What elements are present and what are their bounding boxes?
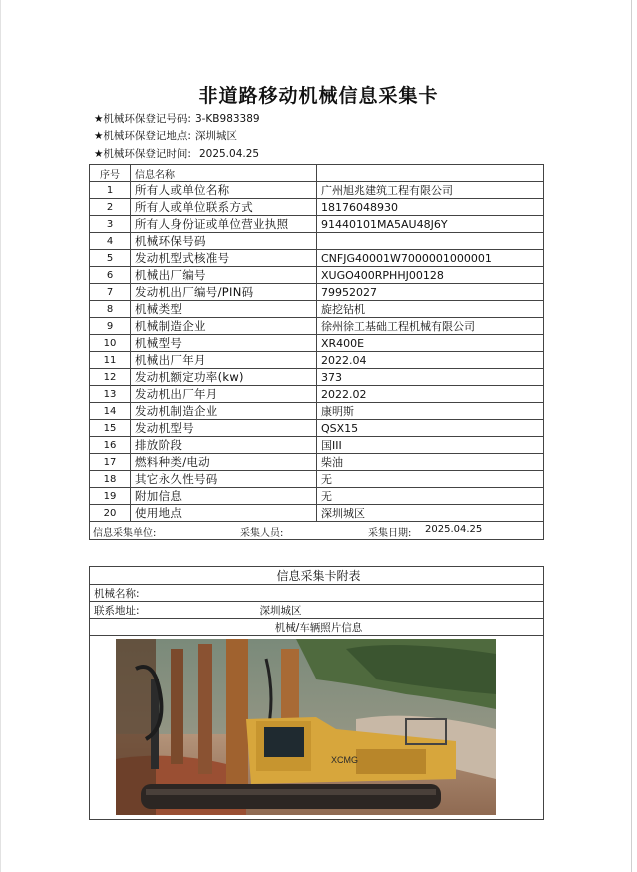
row-value: 2022.04 — [317, 352, 544, 369]
row-index: 9 — [90, 318, 131, 335]
svg-text:XCMG: XCMG — [331, 755, 358, 765]
row-label: 其它永久性号码 — [131, 471, 317, 488]
table-row — [90, 233, 544, 250]
row-index: 6 — [90, 267, 131, 284]
meta-label: ★机械环保登记地点: — [94, 130, 191, 142]
footer-date-value: 2025.04.25 — [425, 524, 483, 535]
address-label: 联系地址: — [94, 604, 140, 617]
photo-caption: 机械/车辆照片信息 — [90, 619, 544, 636]
table-row — [90, 505, 544, 522]
row-index: 20 — [90, 505, 131, 522]
row-index: 11 — [90, 352, 131, 369]
row-label: 燃料种类/电动 — [131, 454, 317, 471]
row-value: 无 — [317, 471, 544, 488]
meta-label: ★机械环保登记号码: — [94, 113, 191, 125]
table-row — [90, 488, 544, 505]
table-row — [90, 182, 544, 199]
table-row — [90, 369, 544, 386]
meta-value: 3-KB983389 — [194, 113, 260, 125]
footer-date-label: 采集日期: — [368, 528, 412, 539]
table-row — [90, 301, 544, 318]
header-index: 序号 — [90, 165, 131, 182]
row-index: 12 — [90, 369, 131, 386]
meta-label: ★机械环保登记时间: — [94, 148, 191, 160]
row-index: 2 — [90, 199, 131, 216]
table-row — [90, 471, 544, 488]
header-value — [317, 165, 544, 182]
row-value: 91440101MA5AU48J6Y — [317, 216, 544, 233]
row-label: 机械制造企业 — [131, 318, 317, 335]
row-label: 使用地点 — [131, 505, 317, 522]
row-value: 旋挖钻机 — [317, 301, 544, 318]
row-value: XR400E — [317, 335, 544, 352]
row-label: 附加信息 — [131, 488, 317, 505]
row-label: 发动机制造企业 — [131, 403, 317, 420]
meta-value: 深圳城区 — [194, 130, 237, 142]
meta-registration-number — [94, 111, 260, 126]
footer-collector-label: 采集人员: — [240, 528, 284, 539]
table-row — [90, 335, 544, 352]
row-index: 4 — [90, 233, 131, 250]
table-row — [90, 454, 544, 471]
row-index: 7 — [90, 284, 131, 301]
table-row — [90, 250, 544, 267]
table-row — [90, 267, 544, 284]
row-value: 康明斯 — [317, 403, 544, 420]
meta-registration-place — [94, 128, 237, 143]
row-index: 17 — [90, 454, 131, 471]
meta-value: 2025.04.25 — [198, 148, 260, 160]
row-label: 机械型号 — [131, 335, 317, 352]
row-label: 发动机出厂编号/PIN码 — [131, 284, 317, 301]
page-edge-right — [631, 0, 632, 872]
row-value: 柴油 — [317, 454, 544, 471]
row-label: 机械出厂年月 — [131, 352, 317, 369]
machine-name-label: 机械名称: — [94, 587, 140, 600]
table-row — [90, 216, 544, 233]
row-index: 18 — [90, 471, 131, 488]
row-label: 机械出厂编号 — [131, 267, 317, 284]
table-row — [90, 437, 544, 454]
row-label: 所有人或单位联系方式 — [131, 199, 317, 216]
row-label: 发动机型式核准号 — [131, 250, 317, 267]
document-title: 非道路移动机械信息采集卡 — [198, 85, 439, 107]
table-row — [90, 403, 544, 420]
row-index: 15 — [90, 420, 131, 437]
row-index: 1 — [90, 182, 131, 199]
row-value: 2022.02 — [317, 386, 544, 403]
row-label: 发动机出厂年月 — [131, 386, 317, 403]
row-index: 10 — [90, 335, 131, 352]
row-index: 14 — [90, 403, 131, 420]
table-row — [90, 352, 544, 369]
row-value: 国III — [317, 437, 544, 454]
row-value: 79952027 — [317, 284, 544, 301]
meta-registration-time — [94, 146, 259, 161]
row-label: 所有人身份证或单位营业执照 — [131, 216, 317, 233]
row-label: 所有人或单位名称 — [131, 182, 317, 199]
info-table — [89, 164, 544, 540]
row-label: 排放阶段 — [131, 437, 317, 454]
row-value: 深圳城区 — [317, 505, 544, 522]
row-value: 无 — [317, 488, 544, 505]
machine-photo — [116, 639, 496, 815]
table-footer-row — [90, 522, 544, 540]
row-value: CNFJG40001W7000001000001 — [317, 250, 544, 267]
row-value: 广州旭兆建筑工程有限公司 — [317, 182, 544, 199]
table-row — [90, 318, 544, 335]
row-label: 机械环保号码 — [131, 233, 317, 250]
row-index: 3 — [90, 216, 131, 233]
row-label: 发动机型号 — [131, 420, 317, 437]
table-header-row — [90, 165, 544, 182]
row-label: 发动机额定功率(kw) — [131, 369, 317, 386]
row-value: 18176048930 — [317, 199, 544, 216]
row-value: 373 — [317, 369, 544, 386]
row-value: QSX15 — [317, 420, 544, 437]
row-index: 8 — [90, 301, 131, 318]
table-row — [90, 420, 544, 437]
appendix-title: 信息采集卡附表 — [90, 567, 544, 585]
row-index: 16 — [90, 437, 131, 454]
row-label: 机械类型 — [131, 301, 317, 318]
photo-cell — [90, 636, 544, 820]
table-row — [90, 284, 544, 301]
address-value: 深圳城区 — [259, 604, 302, 617]
appendix-address-row — [90, 602, 544, 619]
footer-unit-label: 信息采集单位: — [93, 528, 157, 539]
table-row — [90, 199, 544, 216]
row-value — [317, 233, 544, 250]
appendix-table — [89, 566, 544, 820]
row-index: 13 — [90, 386, 131, 403]
appendix-machine-name-row — [90, 585, 544, 602]
row-index: 19 — [90, 488, 131, 505]
page-edge-left — [0, 0, 1, 872]
row-value: 徐州徐工基础工程机械有限公司 — [317, 318, 544, 335]
row-index: 5 — [90, 250, 131, 267]
row-value: XUGO400RPHHJ00128 — [317, 267, 544, 284]
header-name: 信息名称 — [131, 165, 317, 182]
table-row — [90, 386, 544, 403]
